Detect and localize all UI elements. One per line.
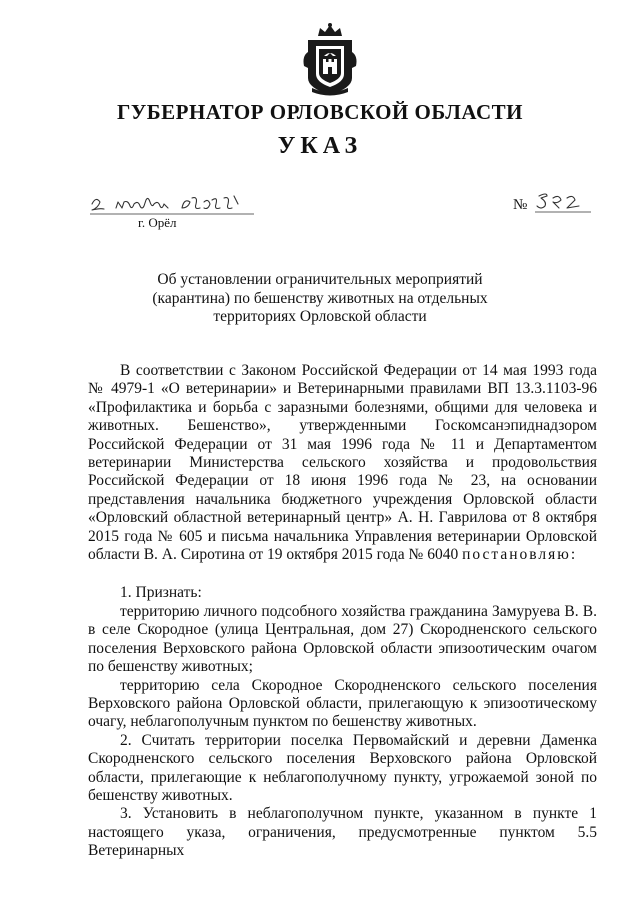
place-of-issue: г. Орёл [138,215,177,230]
title-line: территориях Орловской области [213,308,427,325]
paragraph-2: 2. Считать территории поселка Первомайский и деревни Даменка Скородненского сельского поселения Верховского района Орловской области, прилегающие к неблагополучному пункту, угрожаемой зоной по бешенству животных. [88,731,597,804]
document-body [88,362,597,861]
title-line: Об установлении ограничительных мероприятий [157,271,483,288]
preamble-paragraph [88,362,597,564]
preamble-text: В соответствии с Законом Российской Федерации от 14 мая 1993 года № 4979-1 «О ветеринарии» и Ветеринарными правилами ВП 13.3.1103-96 «Профилактика и борьба с заразными болезнями, общими для человека и животных. Бешенство», утвержденными Госкомсанэпиднадзором Российской Федерации от 31 мая 1996 года № 11 и Департаментом ветеринарии Министерства сельского хозяйства и продовольствия Российской Федерации от 18 июня 1996 года № 23, на основании представления начальника бюджетного учреждения Орловской области «Орловский областной ветеринарный центр» А. Н. Гаврилова от 8 октября 2015 года № 605 и письма начальника Управления ветеринарии Орловской области В. А. Сиротина от 19 октября 2015 года № 6040 [88,362,597,564]
decree-word: постановляю: [462,546,578,564]
coat-of-arms-icon [298,22,362,98]
paragraph-1: 1. Признать: [120,584,202,602]
title-line: (карантина) по бешенству животных на отдельных [152,289,488,307]
handwritten-date [88,190,258,216]
paragraph-3: 3. Установить в неблагополучном пункте, указанном в пункте 1 настоящего указа, ограничения, предусмотренные пунктом 5.5 Ветеринарных [88,805,597,860]
paragraph-1b: территорию села Скородное Скородненского сельского поселения Верховского района Орловской области, прилегающую к эпизоотическому очагу, неблагополучным пунктом по бешенству животных. [88,676,597,731]
number-label: № [513,197,528,213]
handwritten-number [533,188,593,214]
document-type: УКАЗ [277,133,363,159]
paragraph-1a: территорию личного подсобного хозяйства гражданина Замуруева В. В. в селе Скородное (улица Центральная, дом 27) Скородненского сельского поселения Верховского района Орловской области эпизоотическим очагом по бешенству животных; [88,602,597,676]
issuer-title: ГУБЕРНАТОР ОРЛОВСКОЙ ОБЛАСТИ [116,100,524,124]
document-title [0,271,640,327]
